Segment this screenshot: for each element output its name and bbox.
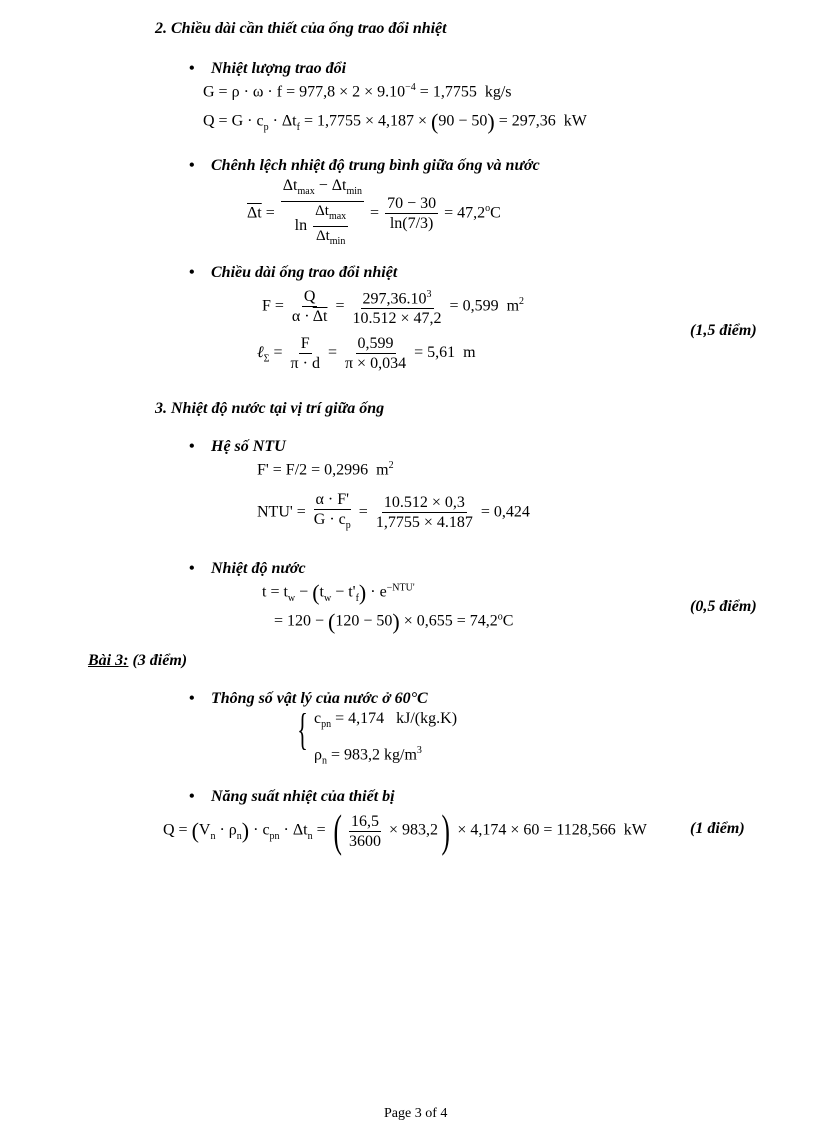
equation-temp-value: = $120 - (120 - 50) \times 0,655 = 74,2^oC$ [274, 609, 514, 634]
equation-half-area: F' = F/2 = 0,2996 $m^2$ [257, 460, 394, 479]
equation-heat: $Q = G \cdot c_p \cdot \Delta t_f = 1,7755 \times 4,187 \times (90 - 50) = 297,36$ kW [203, 109, 587, 134]
problem-3-label: Bài 3: [88, 652, 129, 669]
equation-temp: $t = t_w - (t_w - t'_f) \cdot e^{-NTU'}$ [262, 580, 415, 605]
score-section-3: (0,5 điểm) [690, 598, 757, 615]
bullet-ntu: • Hệ số NTU [211, 438, 286, 456]
bullet-water-properties: • Thông số vật lý của nước ở 60°C [211, 690, 428, 708]
score-section-2: (1,5 điểm) [690, 322, 757, 339]
equation-area: F = $\frac{Q}{\alpha \cdot \overline{\Delta t}}$ = $\frac{297,36.10^3}{10.512 \times 47,2}$ = 0,599 $m^2$ [262, 285, 524, 328]
problem-3-points: (3 điểm) [128, 652, 188, 669]
page-number: Page 3 of 4 [384, 1106, 448, 1121]
bullet-water-temp: • Nhiệt độ nước [211, 560, 306, 578]
section-2-title: 2. Chiều dài cần thiết của ống trao đổi nhiệt [155, 20, 447, 37]
equation-properties: { $c_{pn} = 4,174$ kJ/(kg.K) $\rho_n = 983,2$ $kg/m^3$ [297, 705, 458, 767]
equation-capacity: $Q = (V_n \cdot \rho_n) \cdot c_{pn} \cdot \Delta t_n$ = ( $\frac{16,5}{3600}$ × 983,2) × 4,174 × 60 = 1128,566 kW [163, 805, 647, 856]
problem-3-heading [88, 652, 187, 670]
score-problem-3: (1 điểm) [690, 820, 745, 837]
bullet-mean-temp-diff: • Chênh lệch nhiệt độ trung bình giữa ống và nước [211, 157, 540, 175]
equation-length: ℓ$_\Sigma$ = $\frac{F}{\pi \cdot d}$ = $\frac{0,599}{\pi \times 0,034}$ = 5,61 m [257, 335, 476, 372]
bullet-tube-length: • Chiều dài ống trao đổi nhiệt [211, 264, 397, 282]
equation-lmtd: $\overline{\Delta t}$ = $\Delta t_{max} - \Delta t_{min}$ ln $\frac{\Delta t_{max}}{\Delta t_{min}}$ = $\frac{70 - 30}{\ln(7/3)}$ = $47,2^oC$ [247, 177, 501, 248]
bullet-heat-exchanged: • Nhiệt lượng trao đổi [211, 60, 346, 78]
section-3-title: 3. Nhiệt độ nước tại vị trí giữa ống [155, 400, 385, 417]
bullet-thermal-capacity: • Năng suất nhiệt của thiết bị [211, 788, 395, 806]
equation-mass-flow: $G = \rho \cdot \omega \cdot f = 977,8 \times 2 \times 9.10^{-4} = 1,7755$ kg/s [203, 82, 512, 101]
equation-ntu: NTU' = $\frac{\alpha \cdot F'}{G \cdot c_p}$ = $\frac{10.512 \times 0,3}{1,7755 \times 4.187}$ = 0,424 [257, 491, 530, 532]
